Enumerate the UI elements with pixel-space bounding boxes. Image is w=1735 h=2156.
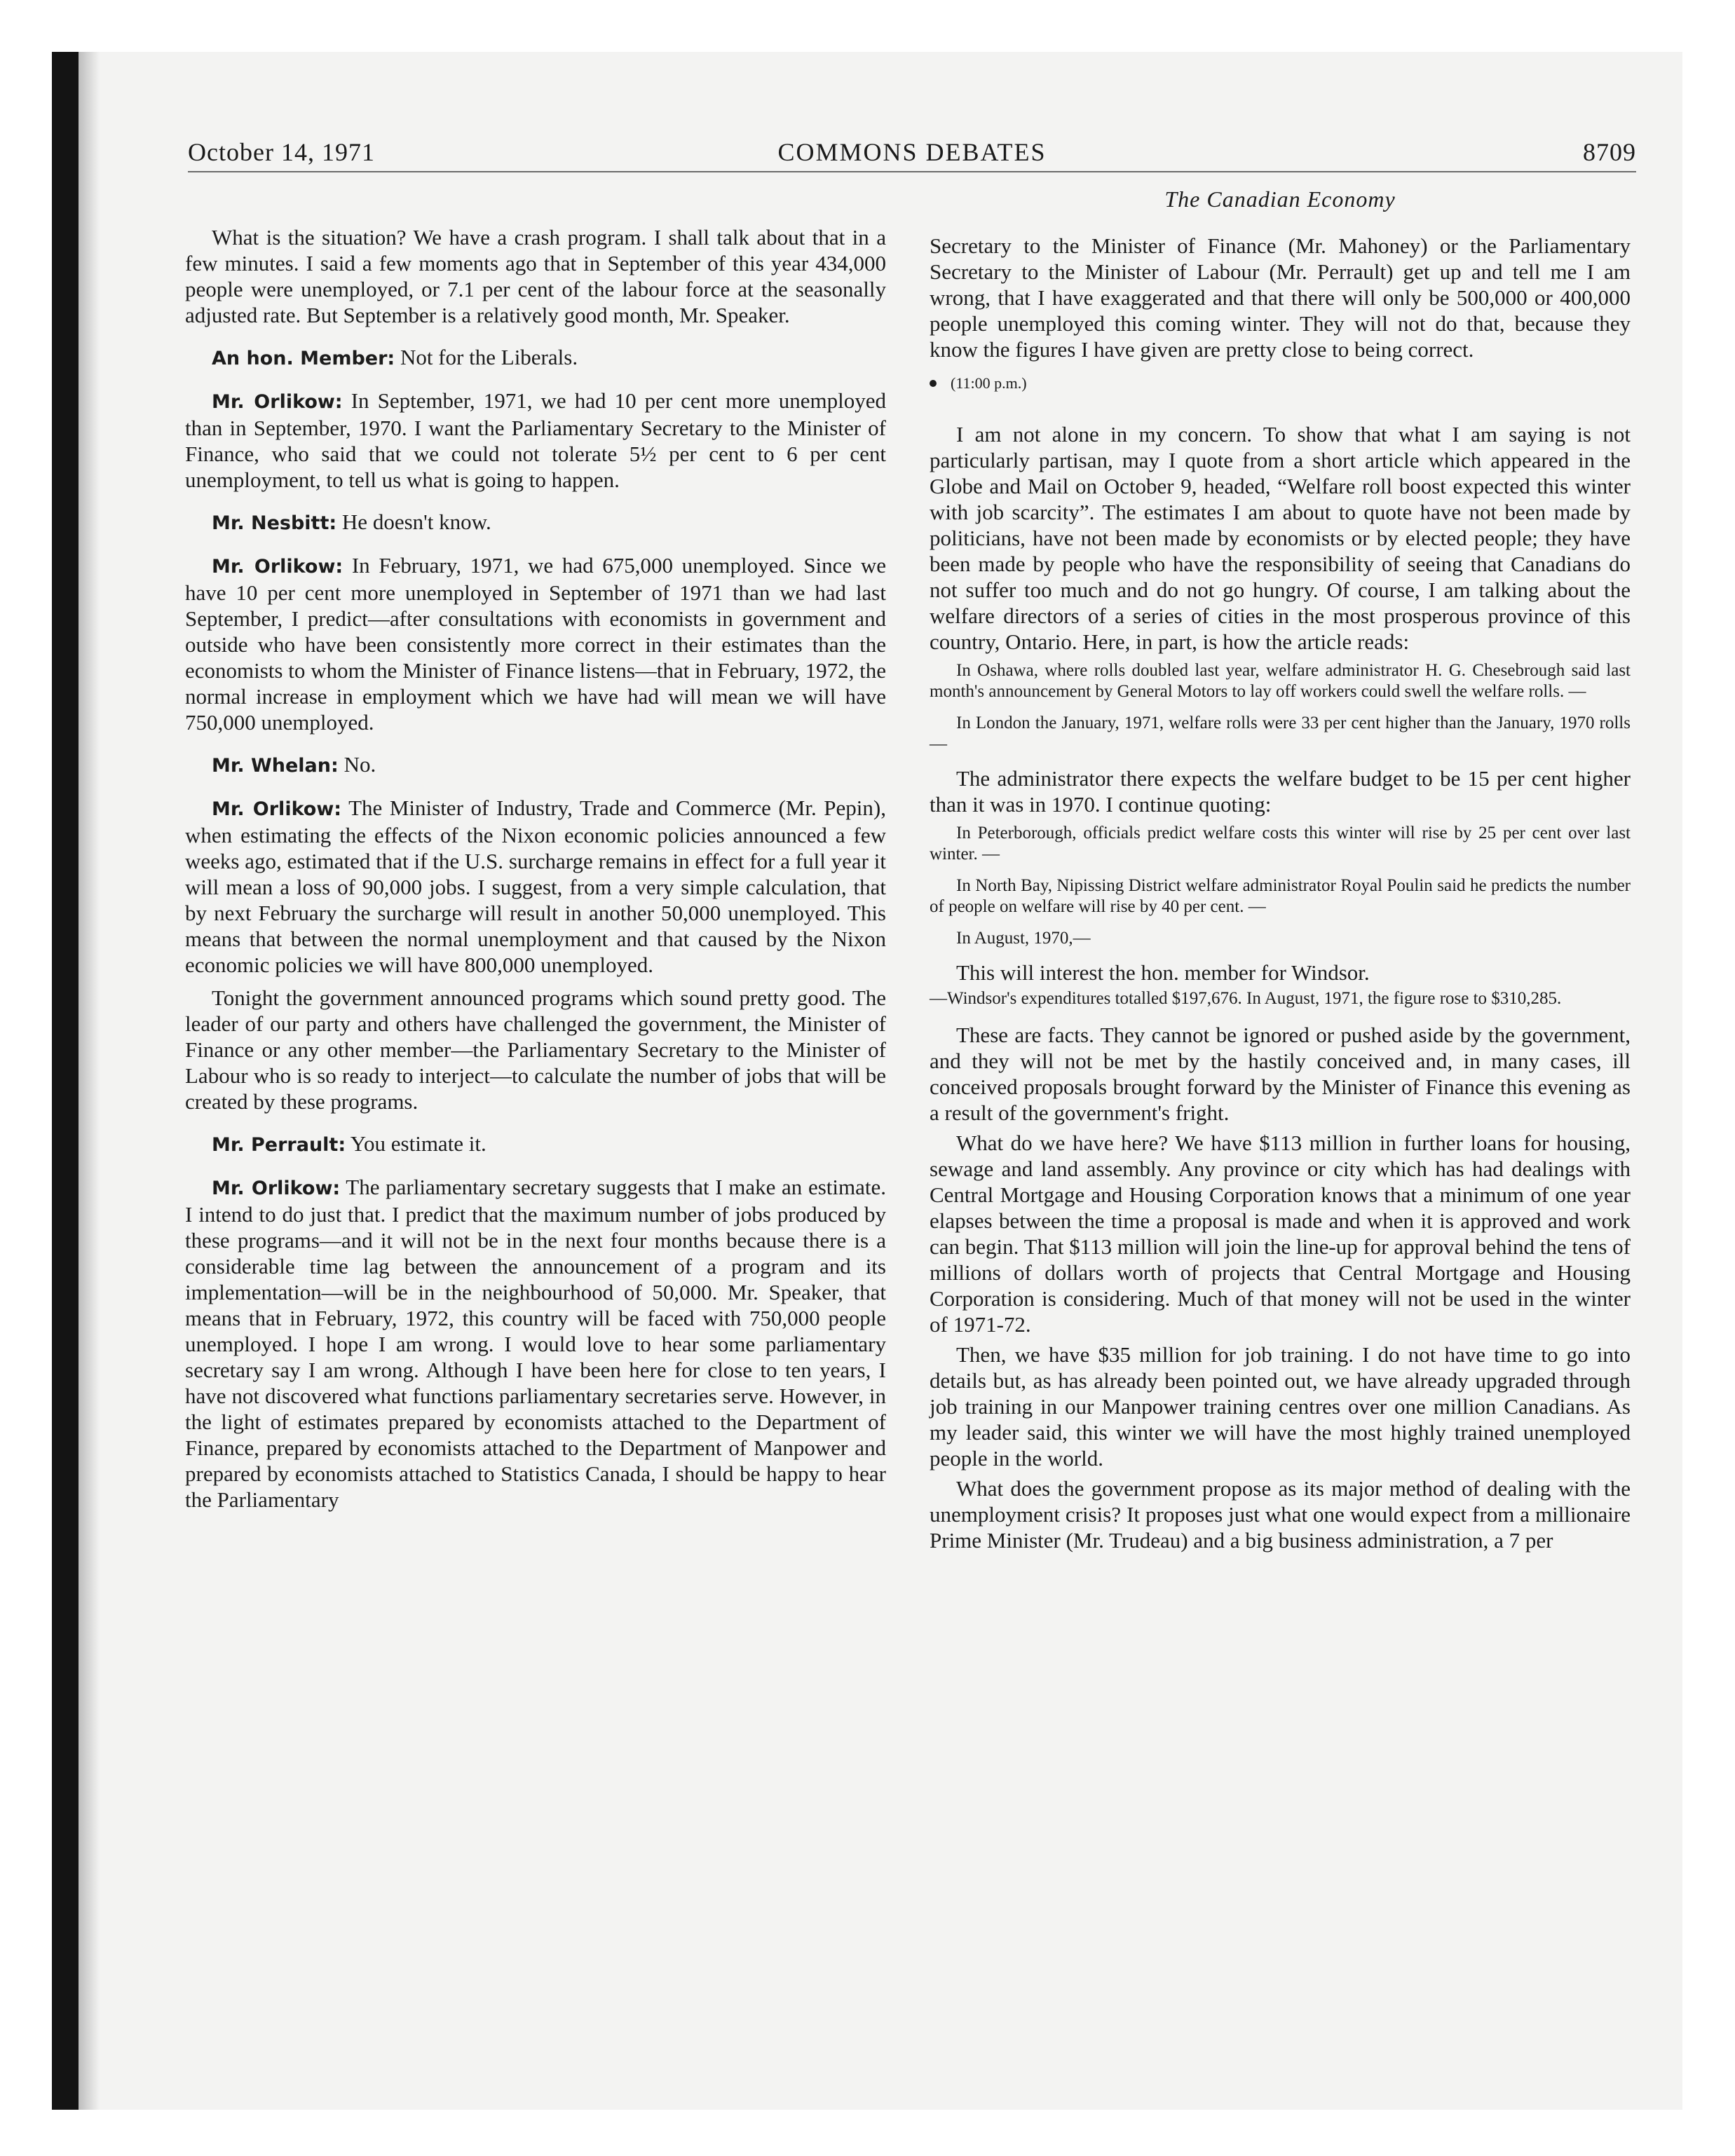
- publication-title: COMMONS DEBATES: [777, 138, 1047, 166]
- header-date: October 14, 1971: [188, 138, 375, 166]
- paragraph: Mr. Nesbitt: He doesn't know.: [212, 510, 491, 534]
- paragraph: What do we have here? We have $113 million in further loans for housing, sewage and land assembly. Any province or city which has had dealings with Central Mortgage and Housing Corporation knows that a minimum of one year elapses between the time a proposal is made and when it is approved and work can begin. That $113 million will join the line-up for approval behind the tens of millions of dollars worth of projects that Central Mortgage and Housing Corporation is considering. Much of that money will not be used in the winter of 1971-72.: [930, 1131, 1631, 1337]
- speaker-name: An hon. Member:: [212, 348, 395, 369]
- right-column: [930, 233, 1631, 1553]
- paragraph: Mr. Orlikow: In February, 1971, we had 675,000 unemployed. Since we have 10 per cent more unemployed in September of 1971 than we had last September, I predict—after consultations with economists in government and outside who have been consistently more correct in their estimates than the economists to whom the Minister of Finance listens—that in February, 1972, the normal increase in employment which we have had will mean we will have 750,000 unemployed.: [185, 553, 886, 735]
- paragraph: What is the situation? We have a crash program. I shall talk about that in a few minutes. I said a few moments ago that in September of this year 434,000 people were unemployed, or 7.1 per cent of the labour force at the seasonally adjusted rate. But September is a relatively good month, Mr. Speaker.: [185, 225, 886, 327]
- paragraph: Secretary to the Minister of Finance (Mr. Mahoney) or the Parliamentary Secretary to the Minister of Labour (Mr. Perrault) get up and tell me I am wrong, that I have exaggerated and that there will only be 500,000 or 400,000 people unemployed this coming winter. They will not do that, because they know the figures I have given are pretty close to being correct.: [930, 233, 1631, 362]
- paragraph: The administrator there expects the welfare budget to be 15 per cent higher than it was in 1970. I continue quoting:: [930, 766, 1631, 817]
- page-header: [188, 137, 1636, 172]
- paragraph: Mr. Orlikow: In September, 1971, we had 10 per cent more unemployed than in September, 1970. I want the Parliamentary Secretary to the Minister of Finance, who said that we could not tolerate 5½ per cent to 6 per cent unemployment, to tell us what is going to happen.: [185, 388, 886, 492]
- quotation: —Windsor's expenditures totalled $197,676. In August, 1971, the figure rose to $310,285.: [930, 989, 1562, 1008]
- bullet-icon: [930, 380, 937, 387]
- paragraph: This will interest the hon. member for Windsor.: [956, 960, 1370, 985]
- speaker-name: Mr. Perrault:: [212, 1134, 346, 1156]
- quotation: In London the January, 1971, welfare rolls were 33 per cent higher than the January, 1970 rolls—: [930, 714, 1631, 753]
- paragraph: Tonight the government announced programs which sound pretty good. The leader of our party and others have challenged the government, the Minister of Finance or any other member—the Parliamentary Secretary to the Minister of Labour who is so ready to interject—to calculate the number of jobs that will be created by these programs.: [185, 985, 886, 1114]
- binding-edge: [52, 52, 79, 2110]
- speaker-name: Mr. Whelan:: [212, 755, 339, 777]
- speaker-name: Mr. Orlikow:: [212, 391, 343, 413]
- quotation: In August, 1970,—: [956, 929, 1091, 948]
- quotation: In North Bay, Nipissing District welfare administrator Royal Poulin said he predicts the number of people on welfare will rise by 40 per cent. —: [930, 876, 1631, 916]
- timestamp: (11:00 p.m.): [930, 374, 1631, 393]
- quotation: In Peterborough, officials predict welfare costs this winter will rise by 25 per cent over last winter. —: [930, 824, 1631, 864]
- quotation: In Oshawa, where rolls doubled last year, welfare administrator H. G. Chesebrough said last month's announcement by General Motors to lay off workers could swell the welfare rolls. —: [930, 661, 1631, 701]
- paragraph: Mr. Orlikow: The parliamentary secretary suggests that I make an estimate. I intend to do just that. I predict that the maximum number of jobs produced by these programs—and it will not be in the next four months because there is a considerable time lag between the announcement of a program and its implementation—will be in the neighbourhood of 50,000. Mr. Speaker, that means that in February, 1972, this country will be faced with 750,000 people unemployed. I hope I am wrong. I would love to hear some parliamentary secretary say I am wrong. Although I have been here for close to ten years, I have not discovered what functions parliamentary secretaries serve. However, in the light of estimates prepared by economists attached to the Department of Finance, prepared by economists attached to the Department of Manpower and prepared by economists attached to Statistics Canada, I should be happy to hear the Parliamentary: [185, 1175, 886, 1512]
- paragraph: Then, we have $35 million for job training. I do not have time to go into details but, as has already been pointed out, we have already upgraded through job training in our Manpower training centres over one million Canadians. As my leader said, this winter we will have the most highly trained unemployed people in the world.: [930, 1342, 1631, 1471]
- paragraph: Mr. Orlikow: The Minister of Industry, Trade and Commerce (Mr. Pepin), when estimating the effects of the Nixon economic policies announced a few weeks ago, estimated that if the U.S. surcharge remains in effect for a full year it will mean a loss of 90,000 jobs. I suggest, from a very simple calculation, that by next February the surcharge will result in another 50,000 unemployed. This means that between the normal unemployment and that caused by the Nixon economic policies we will have 800,000 unemployed.: [185, 796, 886, 977]
- speaker-name: Mr. Orlikow:: [212, 1178, 341, 1199]
- page-number: 8709: [1583, 138, 1636, 166]
- left-column: [185, 224, 886, 1513]
- paragraph: These are facts. They cannot be ignored or pushed aside by the government, and they will not be met by the hastily conceived and, in many cases, ill conceived proposals brought forward by the Minister of Finance this evening as a result of the government's fright.: [930, 1023, 1631, 1125]
- paragraph: Mr. Perrault: You estimate it.: [212, 1131, 487, 1156]
- paragraph: I am not alone in my concern. To show that what I am saying is not particularly partisan, may I quote from a short article which appeared in the Globe and Mail on October 9, headed, “Welfare roll boost expected this winter with job scarcity”. The estimates I am about to quote have not been made by politicians, have not been made by economists or by elected people; they have been made by people who have the responsibility of seeing that Canadians do not suffer too much and do not go hungry. Of course, I am talking about the welfare directors of a series of cities in the most prosperous province of this country, Ontario. Here, in part, is how the article reads:: [930, 422, 1631, 654]
- paragraph: Mr. Whelan: No.: [212, 752, 376, 777]
- speaker-name: Mr. Orlikow:: [212, 556, 343, 578]
- paragraph: An hon. Member: Not for the Liberals.: [212, 345, 578, 369]
- speaker-name: Mr. Nesbitt:: [212, 512, 337, 534]
- paragraph: What does the government propose as its major method of dealing with the unemployment crisis? It proposes just what one would expect from a millionaire Prime Minister (Mr. Trudeau) and a big business administration, a 7 per: [930, 1476, 1631, 1553]
- speaker-name: Mr. Orlikow:: [212, 798, 342, 820]
- binding-shadow: [79, 52, 100, 2110]
- section-title: The Canadian Economy: [1164, 186, 1396, 212]
